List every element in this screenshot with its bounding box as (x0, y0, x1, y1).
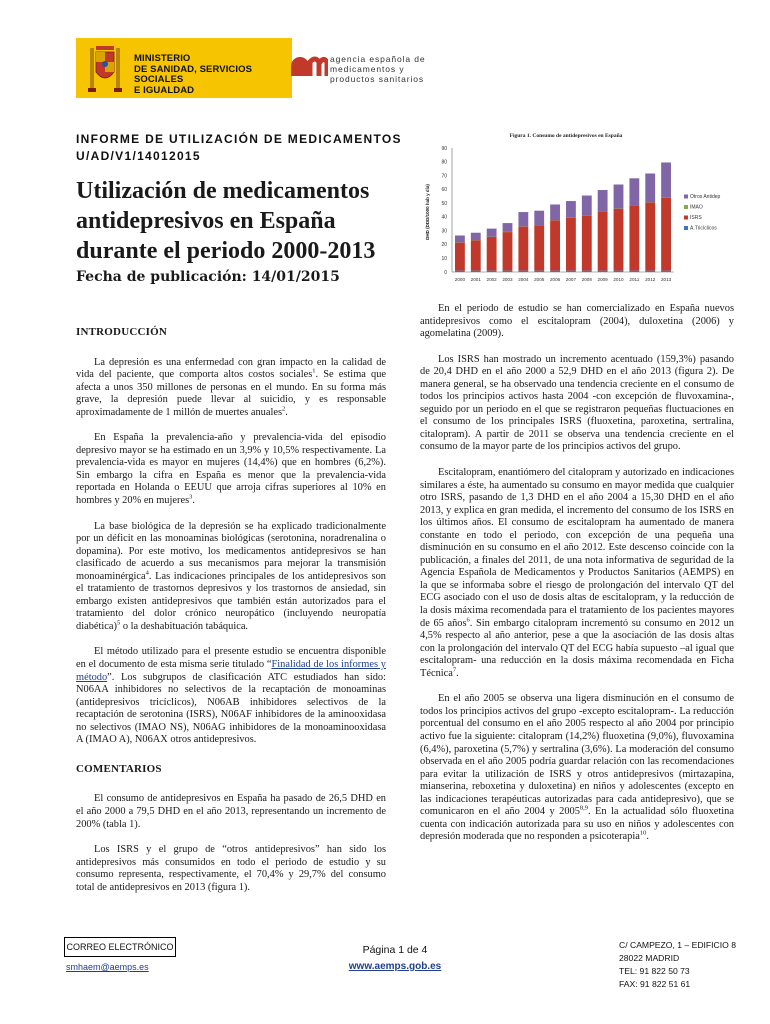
footnote-ref[interactable]: 2 (282, 405, 286, 413)
paragraph: En el año 2005 se observa una ligera disminución en el consumo de todos los principios activos del grupo -excepto escitalopram-. La reducción porcentual del consumo en el año 2005 respecto al año 2004 por principio activo fue la siguiente: citalopram (14,2%) fluoxetina (9,0%), fluvoxamina (6,4%), paroxetina (5,7%) y sertralina (3,6%). La moderación del consumo observada en el año 2005 podría guardar relación con las recomendaciones para evitar la utilización de ISRS y otros antidepresivos (mirtazapina, mianserina, reboxetina y duloxetina) en niños y adolescentes (excepto en las indicaciones terapéuticas autorizadas para cada antidepresivo), que se comunicaron en el año 2004 y 2005$^{8,9}$. En la actualidad sólo fluoxetina cuenta con indicación autorizada para su uso en niños y adolescentes con depresión moderada que no responden a psicoterapia$^{10}$. (420, 693, 734, 843)
chart-bar-segment (534, 211, 544, 225)
paragraph: La depresión es una enfermedad con gran impacto en la calidad de vida del paciente, que comporta altos costos sociales$^1$. Se estima que afecta a unos 350 millones de personas en el mundo. En su forma más grave, la depresión puede llevar al suicidio, y es responsable aproximadamente de 1 millón de muertes anuales$^2$. (76, 356, 386, 418)
paragraph: Los ISRS han mostrado un incremento acentuado (159,3%) pasando de 20,4 DHD en el año 2000 a 52,9 DHD en el año 2013 (figura 2). De manera general, se ha observado una tendencia creciente en el consumo de todos los principios activos hasta 2004 -con excepción de fluvoxamina-, seguido por un periodo en el que se registraron pequeñas fluctuaciones en el consumo de los principales ISRS (fluoxetina, paroxetina, sertralina, citalopram). A partir de 2011 se observa una tendencia creciente en el consumo de la mayor parte de los principios activos del grupo. (420, 353, 734, 453)
chart-bar-segment (645, 173, 655, 202)
chart-bar-segment (550, 204, 560, 220)
chart-x-tick-label: 2013 (660, 277, 672, 282)
chart-x-tick-label: 2000 (454, 277, 466, 282)
chart-bar-segment (566, 201, 576, 217)
chart-y-tick-label: 50 (441, 200, 447, 207)
chart-bar-segment (566, 218, 576, 271)
chart-bar-segment (629, 205, 639, 270)
chart-bar-segment (550, 271, 560, 272)
legend-entry: Otros Antidep (690, 194, 721, 200)
chart-y-tick-label: 20 (441, 242, 447, 249)
chart-bar-segment (471, 271, 481, 272)
footnote-ref[interactable]: 8,9 (579, 804, 589, 812)
page-number: Página 1 de 4 (362, 944, 428, 956)
chart-x-tick-label: 2001 (470, 277, 481, 282)
chart-bar-segment (487, 229, 497, 237)
legend-swatch (684, 195, 688, 199)
chart-bar-segment (487, 271, 497, 272)
chart-bar-segment (598, 271, 608, 272)
page-header (0, 0, 770, 110)
chart-bar-segment (455, 243, 465, 271)
chart-bar-segment (661, 162, 671, 197)
footnote-ref[interactable]: 4 (145, 569, 149, 577)
chart-bar-segment (661, 271, 671, 272)
paragraph: Escitalopram, enantiómero del citalopram y autorizado en indicaciones similares a éste, ha aumentado su consumo en mayor medida que cualquier otro ISRS, pasando de 1,3 DHD en el año 2004 a 15,30 DHD en el año 2013, y explica en gran medida, el incremento del consumo de los ISRS en los últimos años. El consumo de escitalopram ha aumentado de manera constante en todo el periodo, con excepción de una pequeña una disminución en su consumo en el año 2012. Este descenso coincide con la publicación, a finales del 2011, de una nota informativa de seguridad de la Agencia Española de Medicamentos y Productos Sanitarios (AEMPS) en la que se informaba sobre el riesgo de prolongación del intervalo QT del ECG asociado con el uso de dosis altas de escitalopram, y la reducción de la dosis máxima recomendada para el tratamiento de los pacientes mayores de 65 años$^6$. Sin embargo citalopram incrementó su consumo en 2012 un 4,5% respecto al año anterior, pese a que la asociación de las dosis altas con la prolongación del intervalo QT del ECG había supuesto –al igual que escitalopram- una reducción en la dosis máxima recomendada en Ficha Técnica$^7$. (420, 467, 734, 679)
chart-bar-segment (503, 232, 513, 271)
paragraph: El consumo de antidepresivos en España ha pasado de 26,5 DHD en el año 2000 a 79,5 DHD en el año 2013, representando un incremento de 200% (tabla 1). (76, 793, 386, 830)
chart-bar-segment (518, 271, 528, 272)
chart-y-tick-label: 60 (441, 187, 447, 194)
chart-bar-segment (518, 212, 528, 226)
ministry-logo-block (76, 38, 292, 98)
chart-bar-segment (471, 240, 481, 270)
chart-bar-segment (645, 271, 655, 272)
chart-bar-segment (503, 271, 513, 272)
chart-y-tick-label: 80 (441, 159, 447, 166)
chart-y-tick-label: 0 (444, 269, 447, 276)
right-column (420, 303, 734, 844)
chart-y-tick-label: 30 (441, 228, 447, 235)
legend-entry: ISRS (690, 215, 702, 221)
method-document-link[interactable]: Finalidad de los informes y método (76, 659, 386, 683)
chart-bar-segment (614, 271, 624, 272)
chart-x-tick-label: 2002 (486, 277, 497, 282)
report-code: U/AD/V1/14012015 (76, 149, 201, 163)
chart-bar-segment (566, 271, 576, 272)
chart-bar-segment (550, 220, 560, 270)
chart-bar-segment (455, 271, 465, 272)
chart-x-tick-label: 2011 (629, 277, 640, 282)
chart-bar-segment (645, 202, 655, 270)
agency-name: agencia española de medicamentos y productos sanitarios (330, 54, 426, 84)
paragraph: El método utilizado para el presente estudio se encuentra disponible en el documento de esta misma serie titulado “Finalidad de los informes y método”. Los subgrupos de clasificación ATC estudiados han sido: N06AA inhibidores no selectivos de la recaptación de monoaminas (antidepresivos tricíclicos), N06AB inhibidores selectivos de la recaptación de serotonina (ISRS), N06AF inhibidores de la aminooxidasa no selectivos (IMAO NS), N06AG inhibidores de la monoaminooxidasa A (IMAO A), N06AX otros antidepresivos. (76, 646, 386, 746)
report-type: INFORME DE UTILIZACIÓN DE MEDICAMENTOS U/AD/V1/14012015 (76, 132, 402, 163)
chart-x-tick-label: 2010 (613, 277, 624, 282)
website-link[interactable]: www.aemps.gob.es (348, 961, 442, 972)
footnote-ref[interactable]: 1 (312, 367, 316, 375)
chart-bar-segment (455, 235, 465, 242)
chart-y-tick-label: 90 (441, 145, 447, 152)
paragraph: En el periodo de estudio se han comercializado en España nuevos antidepresivos como el escitalopram (2004), duloxetina (2006) y agomelatina (2009). (420, 303, 734, 340)
publication-date: Fecha de publicación: 14/01/2015 (76, 269, 340, 285)
paragraph: La base biológica de la depresión se ha explicado tradicionalmente por un déficit en las monoaminas biológicas (serotonina, noradrenalina o dopamina). Por este motivo, los medicamentos antidepresivos se han clasificado de acuerdo a sus mecanismos para mejorar la transmisión monoaminérgica$^4$. Las indicaciones principales de los antidepresivos son el tratamiento de trastornos depresivos y los trastornos de ansiedad, sin embargo existen antidepresivos que también están autorizados para el tratamiento del dolor crónico neuropático (incluyendo neuropatía diabética)$^5$ o la deshabituación tabáquica. (76, 520, 386, 632)
chart-x-tick-label: 2006 (549, 277, 561, 282)
chart-x-tick-label: 2008 (581, 277, 592, 282)
chart-bar-segment (598, 190, 608, 211)
legend-entry: IMAO (690, 204, 703, 211)
chart-x-tick-label: 2007 (565, 277, 577, 282)
chart-canvas (416, 128, 732, 288)
chart-x-tick-label: 2003 (502, 277, 513, 282)
email-label-box: CORREO ELECTRÓNICO (64, 937, 176, 957)
chart-x-tick-label: 2009 (597, 277, 608, 282)
chart-x-tick-label: 2005 (534, 277, 545, 282)
chart-bar-segment (614, 185, 624, 209)
comments-heading: COMENTARIOS (76, 762, 162, 775)
chart-bar-segment (582, 216, 592, 271)
page-title: Utilización de medicamentos antidepresivos en España durante el periodo 2000-2013 (76, 178, 376, 264)
aemps-logo-icon (288, 46, 328, 86)
footnote-ref[interactable]: 7 (452, 666, 457, 674)
legend-swatch (684, 216, 688, 220)
chart-y-tick-label: 10 (441, 256, 447, 263)
chart-y-tick-label: 70 (441, 173, 447, 180)
footnote-ref[interactable]: 5 (116, 619, 121, 627)
chart-x-tick-label: 2004 (518, 277, 529, 282)
chart-bar-segment (503, 223, 513, 232)
legend-swatch (684, 205, 688, 209)
ministry-name: MINISTERIO DE SANIDAD, SERVICIOS SOCIALES E IGUALDAD (134, 53, 253, 96)
contact-email-link[interactable]: smhaem@aemps.es (66, 962, 149, 972)
chart-bar-segment (534, 225, 544, 270)
postal-address: C/ CAMPEZO, 1 – EDIFICIO 8 28022 MADRID TEL: 91 822 50 73 FAX: 91 822 51 61 (619, 940, 736, 989)
paragraph: En España la prevalencia-año y prevalencia-vida del episodio depresivo mayor se ha estimado en un 3,9% y 10,5% respectivamente. La prevalencia-vida es mayor en mujeres (14,4%) que en hombres (6,2%). Sin embargo la cifra en España es menor que la prevalencia-vida reportada en Holanda o EEUU que arroja cifras superiores al 10% en hombres y 20% en mujeres$^3$. (76, 432, 386, 507)
chart-bar-segment (661, 198, 671, 271)
chart-bar-segment (487, 237, 497, 271)
chart-bar-segment (614, 209, 624, 271)
coat-of-arms-icon (88, 42, 122, 94)
chart-y-axis-label: DHD (DDD/1000 hab y día) (425, 184, 430, 240)
legend-entry: A.Tricíclicos (690, 225, 717, 232)
left-column (76, 320, 386, 894)
footnote-ref[interactable]: 3 (189, 493, 193, 501)
legend-swatch (684, 226, 688, 230)
chart-bar-segment (534, 271, 544, 272)
chart-x-tick-label: 2012 (645, 277, 656, 282)
chart-bar-segment (629, 271, 639, 272)
chart-bar-segment (629, 178, 639, 205)
chart-bar-segment (582, 271, 592, 272)
paragraph: Los ISRS y el grupo de “otros antidepresivos” han sido los antidepresivos más consumidos en todo el periodo de estudio y su consumo representa, respectivamente, el 70,4% y 29,7% del consumo total de antidepresivos en 2013 (figura 1). (76, 844, 386, 893)
chart-bar-segment (582, 196, 592, 216)
intro-heading: INTRODUCCIÓN (76, 326, 168, 338)
chart-bar-segment (598, 211, 608, 270)
chart-bar-segment (518, 227, 528, 271)
footnote-ref[interactable]: 6 (466, 616, 470, 624)
footnote-ref[interactable]: 10 (639, 829, 647, 837)
chart-title: Figura 1. Consumo de antidepresivos en España (509, 133, 623, 139)
chart-bar-segment (471, 233, 481, 240)
consumption-chart (416, 128, 732, 288)
chart-y-tick-label: 40 (441, 214, 447, 221)
